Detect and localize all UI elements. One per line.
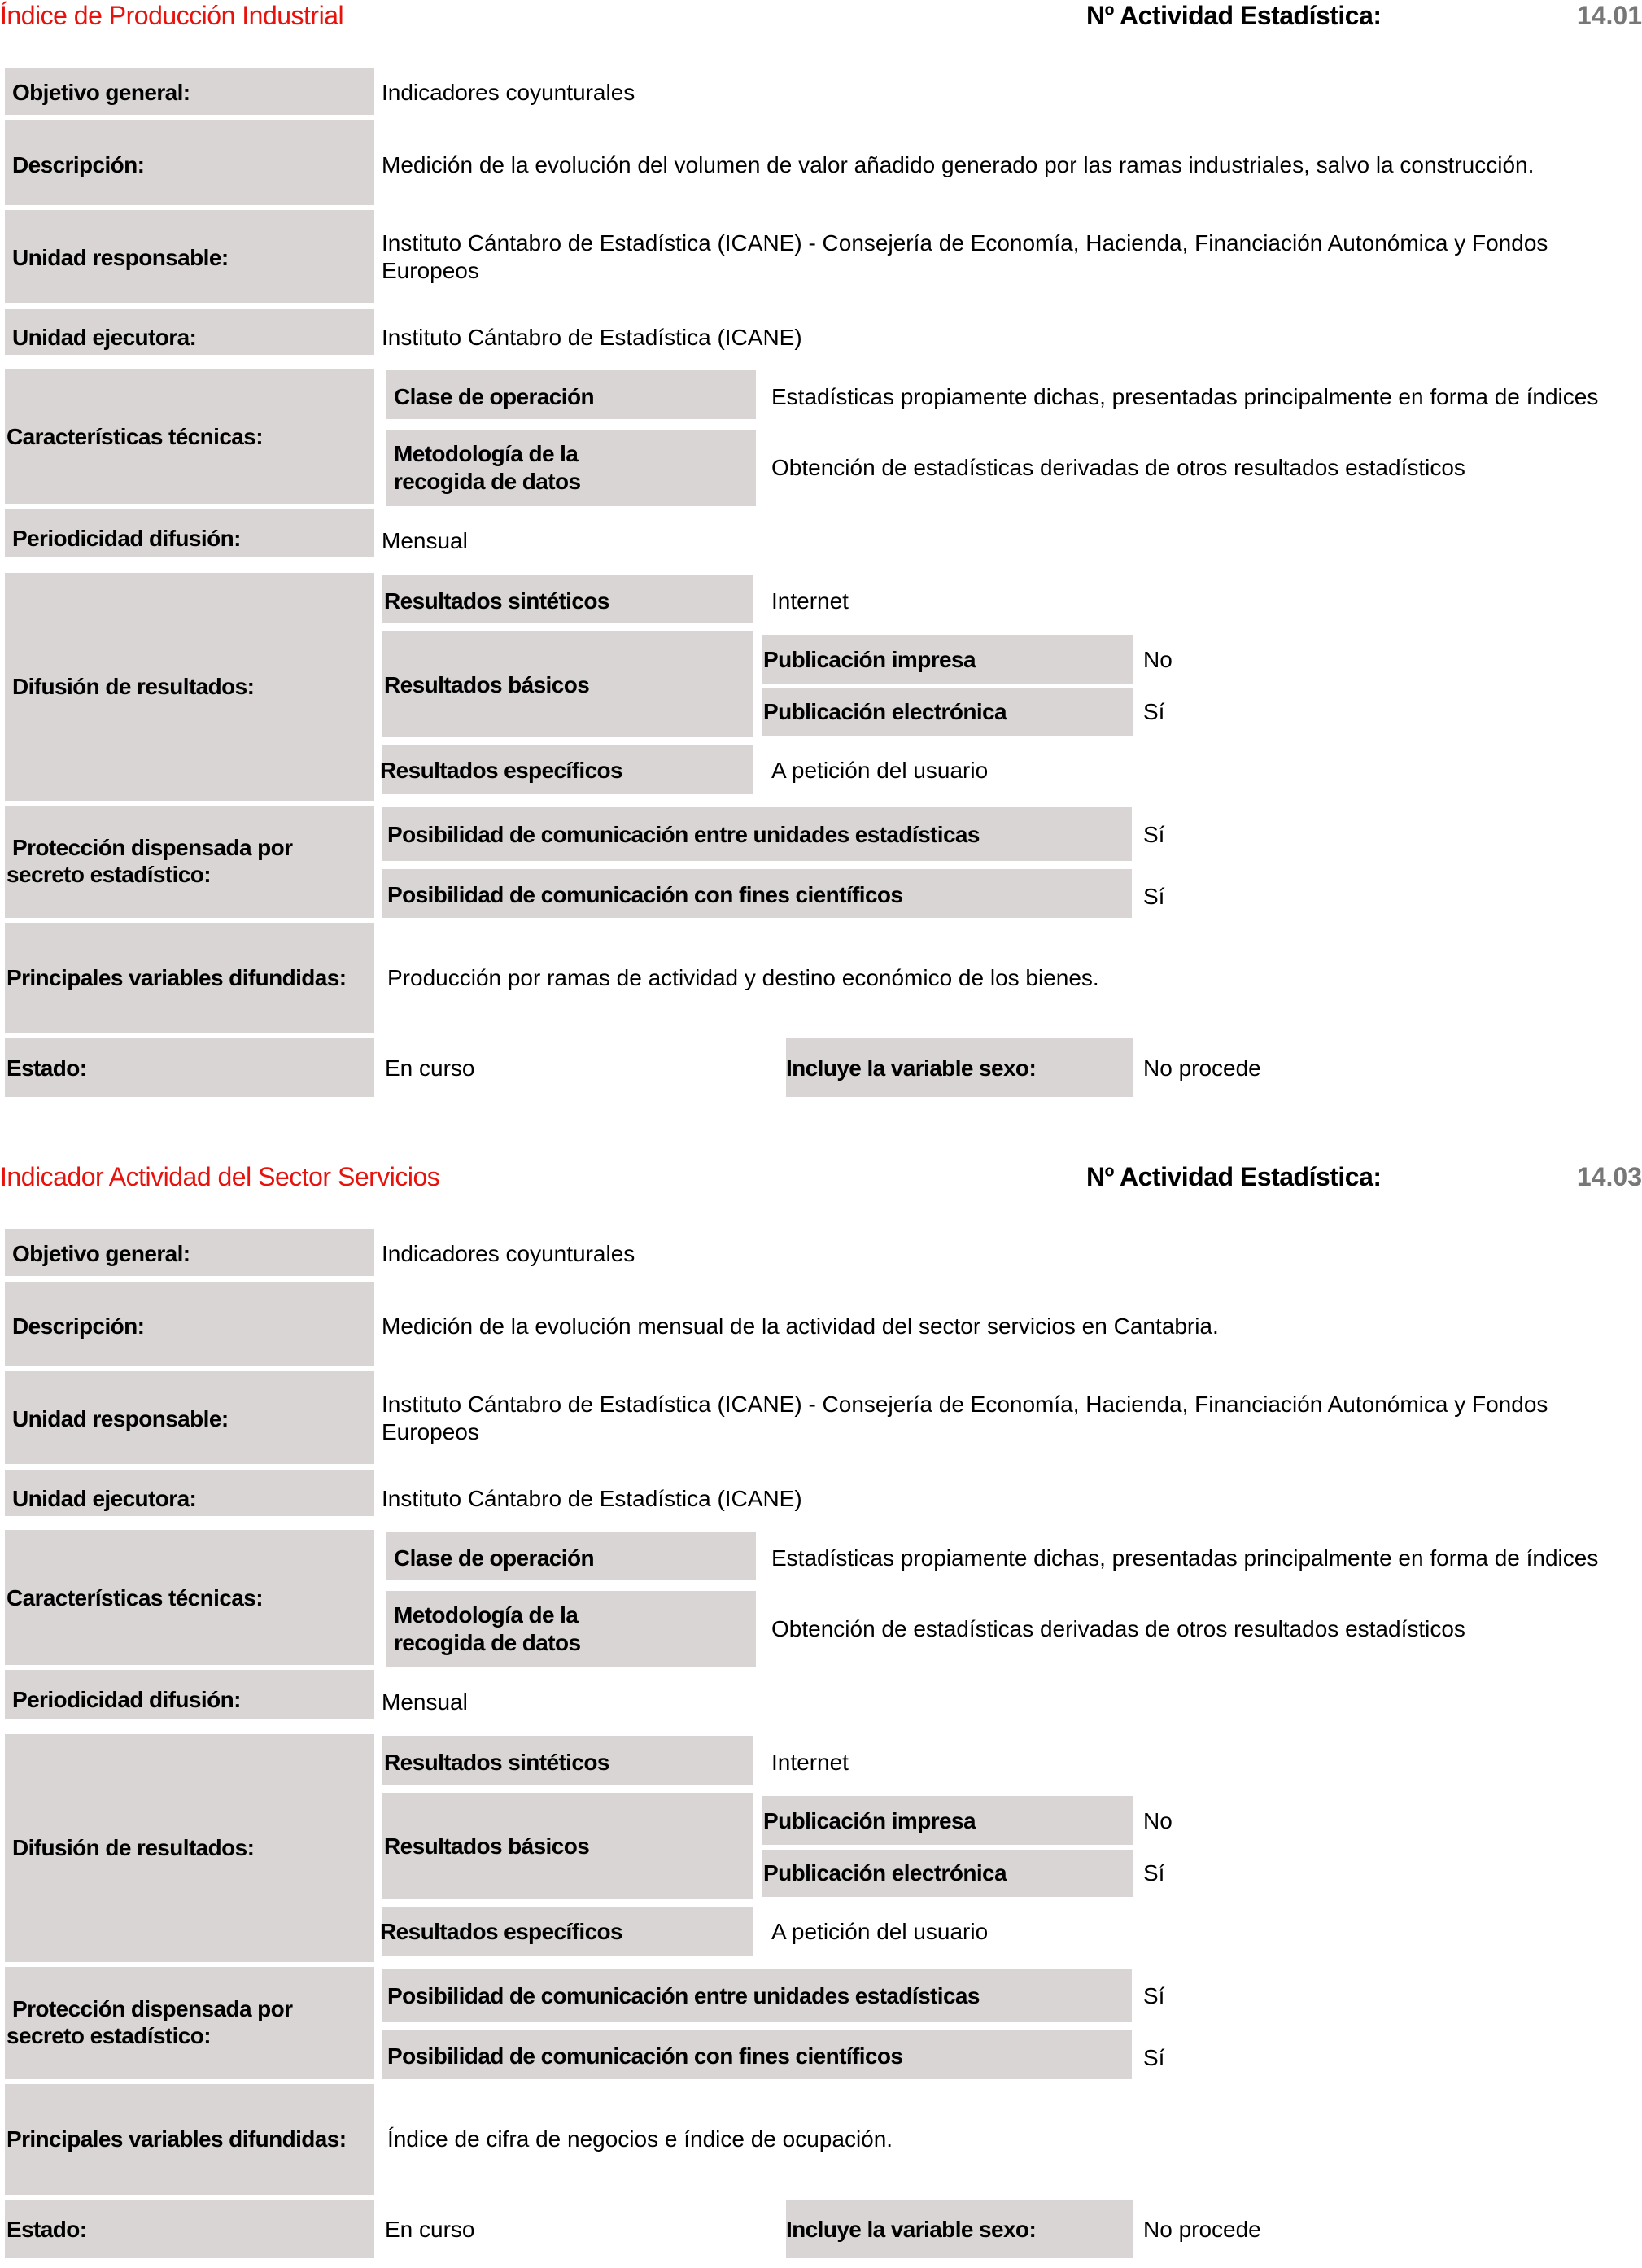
caracteristicas-label: Características técnicas: — [7, 424, 263, 449]
descripcion-value: Medición de la evolución del volumen de valor añadido generado por las ramas industriales, salvo la construcción. — [382, 152, 1535, 177]
descripcion-label: Descripción: — [12, 152, 145, 177]
section-title: Indicador Actividad del Sector Servicios — [0, 1162, 440, 1191]
electronica-label: Publicación electrónica — [763, 699, 1007, 724]
especificos-label: Resultados específicos — [380, 758, 623, 783]
impresa-value: No — [1143, 1808, 1173, 1833]
sexo-label: Incluye la variable sexo: — [786, 2217, 1037, 2242]
periodicidad-label: Periodicidad difusión: — [12, 526, 241, 551]
estado-label: Estado: — [7, 1055, 87, 1081]
especificos-value: A petición del usuario — [771, 1919, 989, 1944]
descripcion-value: Medición de la evolución mensual de la actividad del sector servicios en Cantabria. — [382, 1313, 1219, 1339]
unidades-value: Sí — [1143, 1983, 1165, 2008]
proteccion-label-line2: secreto estadístico: — [7, 2023, 211, 2048]
sinteticos-label: Resultados sintéticos — [384, 1750, 609, 1775]
electronica-value: Sí — [1143, 1860, 1165, 1886]
especificos-value: A petición del usuario — [771, 758, 989, 783]
basicos-label: Resultados básicos — [384, 672, 590, 697]
estado-value: En curso — [385, 1055, 475, 1081]
objetivo-label: Objetivo general: — [12, 1241, 190, 1266]
activity-section-2 — [0, 1161, 1642, 2268]
unidades-label: Posibilidad de comunicación entre unidades estadísticas — [387, 1983, 980, 2008]
especificos-label: Resultados específicos — [380, 1919, 623, 1944]
metodologia-value: Obtención de estadísticas derivadas de otros resultados estadísticos — [771, 1616, 1465, 1641]
caracteristicas-label: Características técnicas: — [7, 1585, 263, 1610]
metodologia-label-line2: recogida de datos — [394, 1630, 581, 1655]
unidad-responsable-value-line1: Instituto Cántabro de Estadística (ICANE) - Consejería de Economía, Hacienda, Financiación Autonómica y Fondos — [382, 1392, 1548, 1417]
periodicidad-label: Periodicidad difusión: — [12, 1687, 241, 1712]
section-title: Índice de Producción Industrial — [0, 1, 344, 30]
clase-operacion-label: Clase de operación — [394, 384, 594, 409]
basicos-label: Resultados básicos — [384, 1833, 590, 1859]
objetivo-value: Indicadores coyunturales — [382, 1241, 635, 1266]
descripcion-label: Descripción: — [12, 1313, 145, 1339]
unidad-responsable-value-line2: Europeos — [382, 1419, 479, 1444]
unidad-ejecutora-label: Unidad ejecutora: — [12, 1486, 197, 1511]
activity-number-label: Nº Actividad Estadística: — [1086, 1, 1382, 30]
activity-number: 14.01 — [1576, 1, 1642, 30]
objetivo-label: Objetivo general: — [12, 80, 190, 105]
difusion-label: Difusión de resultados: — [12, 674, 255, 699]
proteccion-label-line1: Protección dispensada por — [12, 1996, 293, 2021]
periodicidad-value: Mensual — [382, 528, 468, 553]
cientificos-value: Sí — [1143, 884, 1165, 909]
periodicidad-value: Mensual — [382, 1689, 468, 1715]
electronica-value: Sí — [1143, 699, 1165, 724]
sexo-value: No procede — [1143, 1055, 1261, 1081]
estado-value: En curso — [385, 2217, 475, 2242]
impresa-value: No — [1143, 647, 1173, 672]
metodologia-label-line1: Metodología de la — [394, 1602, 579, 1628]
proteccion-label-line2: secreto estadístico: — [7, 862, 211, 887]
unidad-responsable-value-line1: Instituto Cántabro de Estadística (ICANE) - Consejería de Economía, Hacienda, Financiación Autonómica y Fondos — [382, 230, 1548, 256]
unidad-responsable-label: Unidad responsable: — [12, 1406, 229, 1431]
clase-operacion-value: Estadísticas propiamente dichas, presentadas principalmente en forma de índices — [771, 384, 1599, 409]
cientificos-label: Posibilidad de comunicación con fines científicos — [387, 882, 903, 907]
sexo-value: No procede — [1143, 2217, 1261, 2242]
unidades-label: Posibilidad de comunicación entre unidades estadísticas — [387, 822, 980, 847]
sinteticos-value: Internet — [771, 1750, 849, 1775]
estado-label: Estado: — [7, 2217, 87, 2242]
variables-value: Índice de cifra de negocios e índice de ocupación. — [387, 2126, 893, 2152]
clase-operacion-label: Clase de operación — [394, 1545, 594, 1571]
metodologia-label-line1: Metodología de la — [394, 441, 579, 466]
unidad-ejecutora-label: Unidad ejecutora: — [12, 325, 197, 350]
metodologia-value: Obtención de estadísticas derivadas de otros resultados estadísticos — [771, 455, 1465, 480]
variables-value: Producción por ramas de actividad y destino económico de los bienes. — [387, 965, 1099, 990]
impresa-label: Publicación impresa — [763, 647, 976, 672]
sinteticos-value: Internet — [771, 588, 849, 614]
unidad-ejecutora-value: Instituto Cántabro de Estadística (ICANE) — [382, 325, 802, 350]
impresa-label: Publicación impresa — [763, 1808, 976, 1833]
activity-number-label: Nº Actividad Estadística: — [1086, 1162, 1382, 1191]
unidades-value: Sí — [1143, 822, 1165, 847]
variables-label: Principales variables difundidas: — [7, 965, 347, 990]
difusion-label: Difusión de resultados: — [12, 1835, 255, 1860]
clase-operacion-value: Estadísticas propiamente dichas, presentadas principalmente en forma de índices — [771, 1545, 1599, 1571]
proteccion-label-line1: Protección dispensada por — [12, 835, 293, 860]
cientificos-value: Sí — [1143, 2045, 1165, 2070]
cientificos-label: Posibilidad de comunicación con fines científicos — [387, 2043, 903, 2069]
activity-section-1 — [0, 0, 1642, 1107]
unidad-responsable-label: Unidad responsable: — [12, 245, 229, 270]
electronica-label: Publicación electrónica — [763, 1860, 1007, 1886]
sinteticos-label: Resultados sintéticos — [384, 588, 609, 614]
unidad-ejecutora-value: Instituto Cántabro de Estadística (ICANE) — [382, 1486, 802, 1511]
sexo-label: Incluye la variable sexo: — [786, 1055, 1037, 1081]
metodologia-label-line2: recogida de datos — [394, 469, 581, 494]
activity-number: 14.03 — [1576, 1162, 1642, 1191]
variables-label: Principales variables difundidas: — [7, 2126, 347, 2152]
unidad-responsable-value-line2: Europeos — [382, 258, 479, 283]
objetivo-value: Indicadores coyunturales — [382, 80, 635, 105]
